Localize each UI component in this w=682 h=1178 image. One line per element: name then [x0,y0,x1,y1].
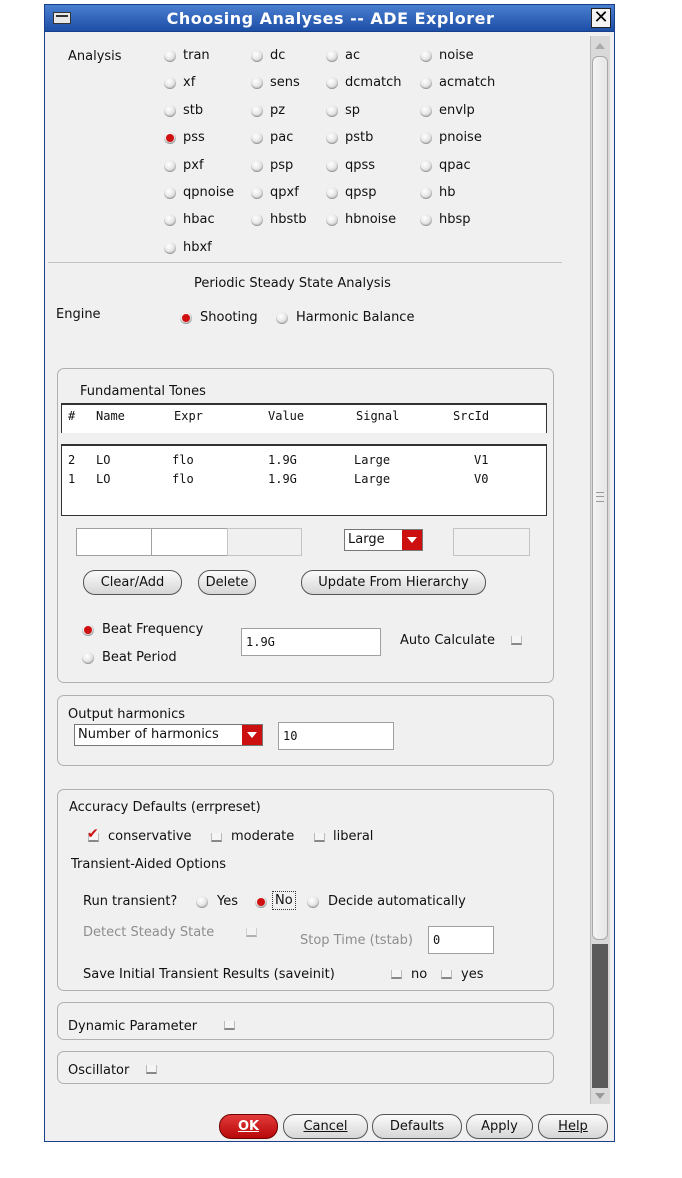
analysis-radio-sp[interactable] [326,105,338,117]
analysis-label-acmatch[interactable]: acmatch [439,75,496,90]
cell-index: 1 [68,472,76,486]
analysis-label-qpac[interactable]: qpac [439,158,471,173]
analysis-radio-hbsp[interactable] [420,214,432,226]
cell-signal: Large [354,453,391,467]
run-transient-no-label[interactable]: No [272,891,296,910]
harmonics-mode-select[interactable] [74,724,263,746]
engine-hb-radio[interactable] [276,312,288,324]
analysis-label-sens[interactable]: sens [270,75,300,90]
harmonics-number-field[interactable]: 10 [278,722,394,750]
analysis-radio-hbxf[interactable] [164,242,176,254]
analysis-radio-qpxf[interactable] [251,187,263,199]
accuracy-group [57,789,554,991]
col-srcid: SrcId [453,409,490,423]
save-initial-no-label[interactable]: no [411,967,428,982]
analysis-radio-pac[interactable] [251,132,263,144]
run-transient-decide-label[interactable]: Decide automatically [328,894,466,909]
liberal-checkbox[interactable] [314,833,325,842]
stop-time-label: Stop Time (tstab) [300,933,413,948]
transient-options-title: Transient-Aided Options [71,857,227,872]
scroll-up-icon[interactable] [592,38,608,54]
scroll-grip-icon [596,492,604,502]
analysis-radio-pss[interactable] [164,132,176,144]
analysis-radio-stb[interactable] [164,105,176,117]
engine-shooting-radio[interactable] [180,312,192,324]
analysis-radio-dc[interactable] [251,50,263,62]
oscillator-group [57,1051,554,1084]
col-signal: Signal [356,409,400,423]
ok-button[interactable] [219,1114,278,1139]
engine-shooting-label[interactable]: Shooting [200,310,258,325]
engine-label: Engine [56,307,101,322]
moderate-label[interactable]: moderate [231,829,295,844]
analysis-label-pac[interactable]: pac [270,130,294,145]
cell-name: LO [96,472,111,486]
analysis-label-hbxf[interactable]: hbxf [183,240,212,255]
ok-label: OK [237,1119,260,1134]
save-initial-no-checkbox[interactable] [391,970,402,979]
analysis-label-pstb[interactable]: pstb [345,130,374,145]
conservative-label[interactable]: conservative [108,829,192,844]
conservative-checkbox[interactable] [88,833,99,842]
dynamic-parameter-checkbox[interactable] [224,1021,235,1030]
run-transient-decide-radio[interactable] [307,896,319,908]
analysis-label-pz[interactable]: pz [270,103,286,118]
tone-value-field[interactable] [227,528,302,556]
analysis-label-hbac[interactable]: hbac [183,212,215,227]
cell-index: 2 [68,453,76,467]
cancel-button[interactable] [283,1114,368,1139]
analysis-label-qpnoise[interactable]: qpnoise [183,185,235,200]
auto-calculate-label[interactable]: Auto Calculate [400,633,496,648]
fundamental-tones-title: Fundamental Tones [80,384,206,399]
output-harmonics-title: Output harmonics [68,707,185,722]
analysis-label-sp[interactable]: sp [345,103,361,118]
analysis-radio-pxf[interactable] [164,160,176,172]
analysis-label-noise[interactable]: noise [439,48,474,63]
detect-steady-state-label: Detect Steady State [83,925,215,940]
analysis-radio-ac[interactable] [326,50,338,62]
analysis-radio-hbac[interactable] [164,214,176,226]
defaults-button[interactable]: Defaults [372,1114,462,1139]
chevron-down-icon [242,725,262,745]
tone-name-field[interactable] [76,528,152,556]
liberal-label[interactable]: liberal [333,829,374,844]
cell-expr: flo [172,472,194,486]
cell-signal: Large [354,472,391,486]
cell-value: 1.9G [268,472,297,486]
analysis-label-tran[interactable]: tran [183,48,210,63]
update-from-hierarchy-button[interactable]: Update From Hierarchy [301,570,486,595]
analysis-radio-pnoise[interactable] [420,132,432,144]
engine-hb-label[interactable]: Harmonic Balance [296,310,415,325]
save-initial-yes-checkbox[interactable] [441,970,452,979]
analysis-radio-qpnoise[interactable] [164,187,176,199]
tones-table-header [61,403,547,433]
moderate-checkbox[interactable] [211,833,222,842]
save-initial-label: Save Initial Transient Results (saveinit) [83,967,335,982]
run-transient-yes-label[interactable]: Yes [217,894,238,909]
section-divider [48,262,562,263]
detect-steady-state-checkbox[interactable] [246,928,257,937]
analysis-label-stb[interactable]: stb [183,103,204,118]
beat-frequency-radio[interactable] [82,624,94,636]
analysis-radio-hbstb[interactable] [251,214,263,226]
delete-button[interactable]: Delete [198,570,256,595]
save-initial-yes-label[interactable]: yes [461,967,484,982]
tone-srcid-field[interactable] [453,528,530,556]
accuracy-title: Accuracy Defaults (errpreset) [69,800,261,815]
run-transient-yes-radio[interactable] [196,896,208,908]
analysis-label-hb[interactable]: hb [439,185,456,200]
section-title: Periodic Steady State Analysis [194,276,391,291]
col-index: # [68,409,76,423]
analysis-radio-acmatch[interactable] [420,77,432,89]
table-row[interactable] [62,451,546,469]
analysis-label-psp[interactable]: psp [270,158,294,173]
cell-expr: flo [172,453,194,467]
oscillator-label[interactable]: Oscillator [68,1063,130,1078]
col-expr: Expr [174,409,203,423]
col-name: Name [96,409,125,423]
cell-name: LO [96,453,111,467]
oscillator-checkbox[interactable] [146,1065,157,1074]
run-transient-label: Run transient? [83,894,178,909]
analysis-label-qpsp[interactable]: qpsp [345,185,377,200]
scroll-down-icon[interactable] [592,1088,608,1104]
stop-time-field[interactable]: 0 [428,926,494,954]
analysis-radio-pstb[interactable] [326,132,338,144]
tones-table-body[interactable] [61,444,547,516]
analysis-radio-sens[interactable] [251,77,263,89]
analysis-label-hbstb[interactable]: hbstb [270,212,307,227]
window-title: Choosing Analyses -- ADE Explorer [166,9,495,28]
analysis-label-qpxf[interactable]: qpxf [270,185,299,200]
auto-calculate-checkbox[interactable] [511,636,522,645]
cell-srcid: V1 [474,453,489,467]
beat-period-label[interactable]: Beat Period [102,650,177,665]
analysis-radio-qpsp[interactable] [326,187,338,199]
analysis-radio-qpac[interactable] [420,160,432,172]
help-button[interactable] [538,1114,608,1139]
analysis-label-pnoise[interactable]: pnoise [439,130,482,145]
analysis-label-hbnoise[interactable]: hbnoise [345,212,397,227]
col-value: Value [268,409,305,423]
analysis-label-envlp[interactable]: envlp [439,103,475,118]
analysis-radio-pz[interactable] [251,105,263,117]
apply-button[interactable]: Apply [466,1114,533,1139]
help-label: Help [558,1119,588,1134]
cancel-label: Cancel [303,1119,348,1134]
beat-frequency-label[interactable]: Beat Frequency [102,622,204,637]
analysis-radio-qpss[interactable] [326,160,338,172]
close-button[interactable]: ✕ [591,8,611,28]
cell-srcid: V0 [474,472,489,486]
tone-expr-field[interactable] [151,528,228,556]
signal-select[interactable] [344,529,423,551]
scrollbar-track[interactable] [592,944,608,1088]
analysis-label-pss[interactable]: pss [183,130,205,145]
analysis-radio-hb[interactable] [420,187,432,199]
clear-add-button[interactable]: Clear/Add [83,570,182,595]
beat-period-radio[interactable] [82,652,94,664]
analysis-label-ac[interactable]: ac [345,48,361,63]
analysis-radio-xf[interactable] [164,77,176,89]
title-bar [44,4,615,32]
analysis-label: Analysis [68,49,122,64]
table-row[interactable] [62,470,546,488]
analysis-radio-noise[interactable] [420,50,432,62]
chevron-down-icon [402,530,422,550]
analysis-radio-envlp[interactable] [420,105,432,117]
analysis-label-qpss[interactable]: qpss [345,158,376,173]
harmonics-mode-value: Number of harmonics [78,727,219,742]
beat-value-field[interactable]: 1.9G [241,628,381,656]
analysis-label-dcmatch[interactable]: dcmatch [345,75,402,90]
analysis-radio-psp[interactable] [251,160,263,172]
analysis-label-dc[interactable]: dc [270,48,286,63]
signal-select-value: Large [348,532,385,547]
cell-value: 1.9G [268,453,297,467]
analysis-radio-tran[interactable] [164,50,176,62]
analysis-label-pxf[interactable]: pxf [183,158,204,173]
analysis-radio-dcmatch[interactable] [326,77,338,89]
analysis-radio-hbnoise[interactable] [326,214,338,226]
analysis-label-hbsp[interactable]: hbsp [439,212,471,227]
analysis-label-xf[interactable]: xf [183,75,196,90]
dynamic-parameter-label[interactable]: Dynamic Parameter [68,1019,198,1034]
run-transient-no-radio[interactable] [255,896,267,908]
